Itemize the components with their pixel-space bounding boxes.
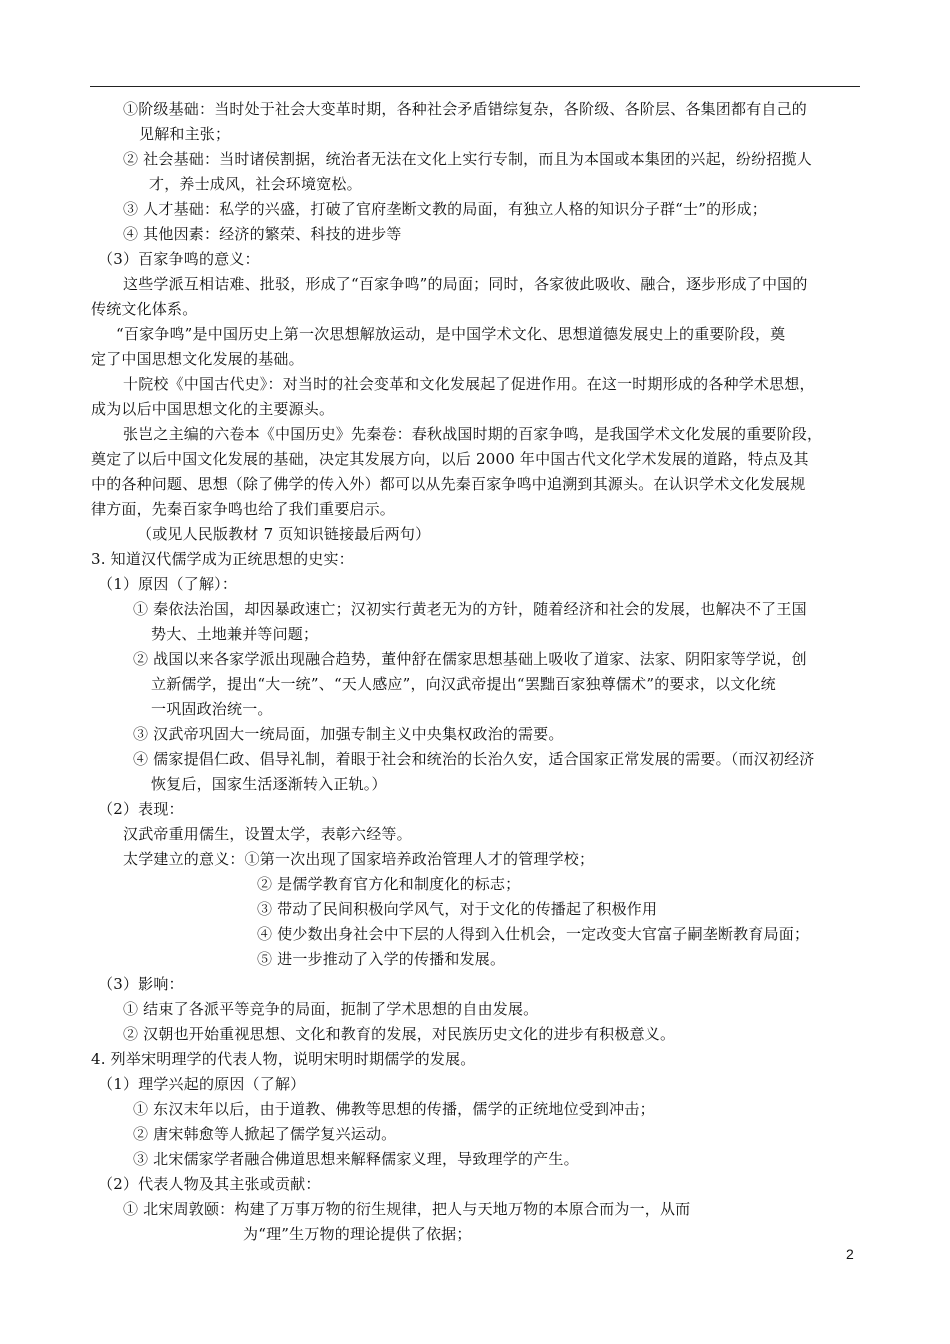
section-heading: （3）百家争鸣的意义： bbox=[98, 250, 260, 268]
text-line: ④ 儒家提倡仁政、倡导礼制，着眼于社会和统治的长治久安，适合国家正常发展的需要。（而汉初经济 bbox=[133, 750, 815, 768]
text-line: 成为以后中国思想文化的主要源头。 bbox=[91, 400, 335, 418]
text-line: 奠定了以后中国文化发展的基础，决定其发展方向，以后 2000 年中国古代文化学术发展的道路，特点及其 bbox=[91, 450, 809, 468]
text-line: ② 汉朝也开始重视思想、文化和教育的发展，对民族历史文化的进步有积极意义。 bbox=[123, 1025, 676, 1043]
text-line: ④ 其他因素：经济的繁荣、科技的进步等 bbox=[123, 225, 402, 243]
text-line: 为“理”生万物的理论提供了依据； bbox=[243, 1225, 472, 1243]
text-line: ④ 使少数出身社会中下层的人得到入仕机会，一定改变大官富子嗣垄断教育局面； bbox=[257, 925, 810, 943]
text-line: ③ 带动了民间积极向学风气，对于文化的传播起了积极作用 bbox=[257, 900, 658, 918]
text-line: ①阶级基础：当时处于社会大变革时期，各种社会矛盾错综复杂，各阶级、各阶层、各集团都有自己的 bbox=[123, 100, 808, 118]
text-line: 汉武帝重用儒生，设置太学，表彰六经等。 bbox=[123, 825, 412, 843]
text-line: ③ 人才基础：私学的兴盛，打破了官府垄断文教的局面，有独立人格的知识分子群“士”的形成； bbox=[123, 200, 767, 218]
text-line: “百家争鸣”是中国历史上第一次思想解放运动，是中国学术文化、思想道德发展史上的重要阶段，奠 bbox=[116, 325, 786, 343]
text-line: 势大、土地兼并等问题； bbox=[151, 625, 319, 643]
text-line: 律方面，先秦百家争鸣也给了我们重要启示。 bbox=[91, 500, 396, 518]
text-line: ① 结束了各派平等竞争的局面，扼制了学术思想的自由发展。 bbox=[123, 1000, 539, 1018]
text-line: （或见人民版教材 7 页知识链接最后两句） bbox=[137, 525, 431, 543]
text-line: ② 唐宋韩愈等人掀起了儒学复兴运动。 bbox=[133, 1125, 397, 1143]
text-line: 十院校《中国古代史》：对当时的社会变革和文化发展起了促进作用。在这一时期形成的各种学术思想， bbox=[123, 375, 815, 393]
text-line: 张岂之主编的六卷本《中国历史》先秦卷：春秋战国时期的百家争鸣，是我国学术文化发展的重要阶段， bbox=[123, 425, 823, 443]
text-line: 恢复后，国家生活逐渐转入正轨。） bbox=[151, 775, 387, 793]
subsection-heading: （2）表现： bbox=[98, 800, 184, 818]
page-number: 2 bbox=[846, 1246, 854, 1262]
text-line: 才，养士成风，社会环境宽松。 bbox=[149, 175, 362, 193]
text-line: ① 东汉末年以后，由于道教、佛教等思想的传播，儒学的正统地位受到冲击； bbox=[133, 1100, 655, 1118]
subsection-heading: （1）理学兴起的原因（了解） bbox=[98, 1075, 306, 1093]
subsection-heading: （3）影响： bbox=[98, 975, 184, 993]
text-line: ① 秦依法治国，却因暴政速亡；汉初实行黄老无为的方针，随着经济和社会的发展，也解决不了王国 bbox=[133, 600, 807, 618]
text-line: 一巩固政治统一。 bbox=[151, 700, 273, 718]
section-heading: 3. 知道汉代儒学成为正统思想的史实： bbox=[91, 550, 354, 568]
text-line: 见解和主张； bbox=[139, 125, 231, 143]
header-rule bbox=[90, 86, 860, 87]
subsection-heading: （1）原因（了解）： bbox=[98, 575, 238, 593]
text-line: ③ 北宋儒家学者融合佛道思想来解释儒家义理，导致理学的产生。 bbox=[133, 1150, 579, 1168]
section-heading: 4. 列举宋明理学的代表人物，说明宋明时期儒学的发展。 bbox=[91, 1050, 476, 1068]
text-line: ⑤ 进一步推动了入学的传播和发展。 bbox=[257, 950, 506, 968]
text-line: 定了中国思想文化发展的基础。 bbox=[91, 350, 304, 368]
text-line: ② 是儒学教育官方化和制度化的标志； bbox=[257, 875, 521, 893]
text-line: 太学建立的意义：①第一次出现了国家培养政治管理人才的管理学校； bbox=[123, 850, 595, 868]
subsection-heading: （2）代表人物及其主张或贡献： bbox=[98, 1175, 321, 1193]
text-line: 传统文化体系。 bbox=[91, 300, 198, 318]
text-line: ② 战国以来各家学派出现融合趋势，董仲舒在儒家思想基础上吸收了道家、法家、阴阳家等学说，创 bbox=[133, 650, 807, 668]
text-line: 立新儒学，提出“大一统”、“天人感应”，向汉武帝提出“罢黜百家独尊儒术”的要求，以文化统 bbox=[151, 675, 776, 693]
text-line: 这些学派互相诘难、批驳，形成了“百家争鸣”的局面；同时，各家彼此吸收、融合，逐步形成了中国的 bbox=[123, 275, 808, 293]
text-line: 中的各种问题、思想（除了佛学的传入外）都可以从先秦百家争鸣中追溯到其源头。在认识学术文化发展规 bbox=[91, 475, 806, 493]
text-line: ② 社会基础：当时诸侯割据，统治者无法在文化上实行专制，而且为本国或本集团的兴起，纷纷招揽人 bbox=[123, 150, 812, 168]
text-line: ③ 汉武帝巩固大一统局面，加强专制主义中央集权政治的需要。 bbox=[133, 725, 564, 743]
text-line: ① 北宋周敦颐：构建了万事万物的衍生规律，把人与天地万物的本原合而为一，从而 bbox=[123, 1200, 691, 1218]
